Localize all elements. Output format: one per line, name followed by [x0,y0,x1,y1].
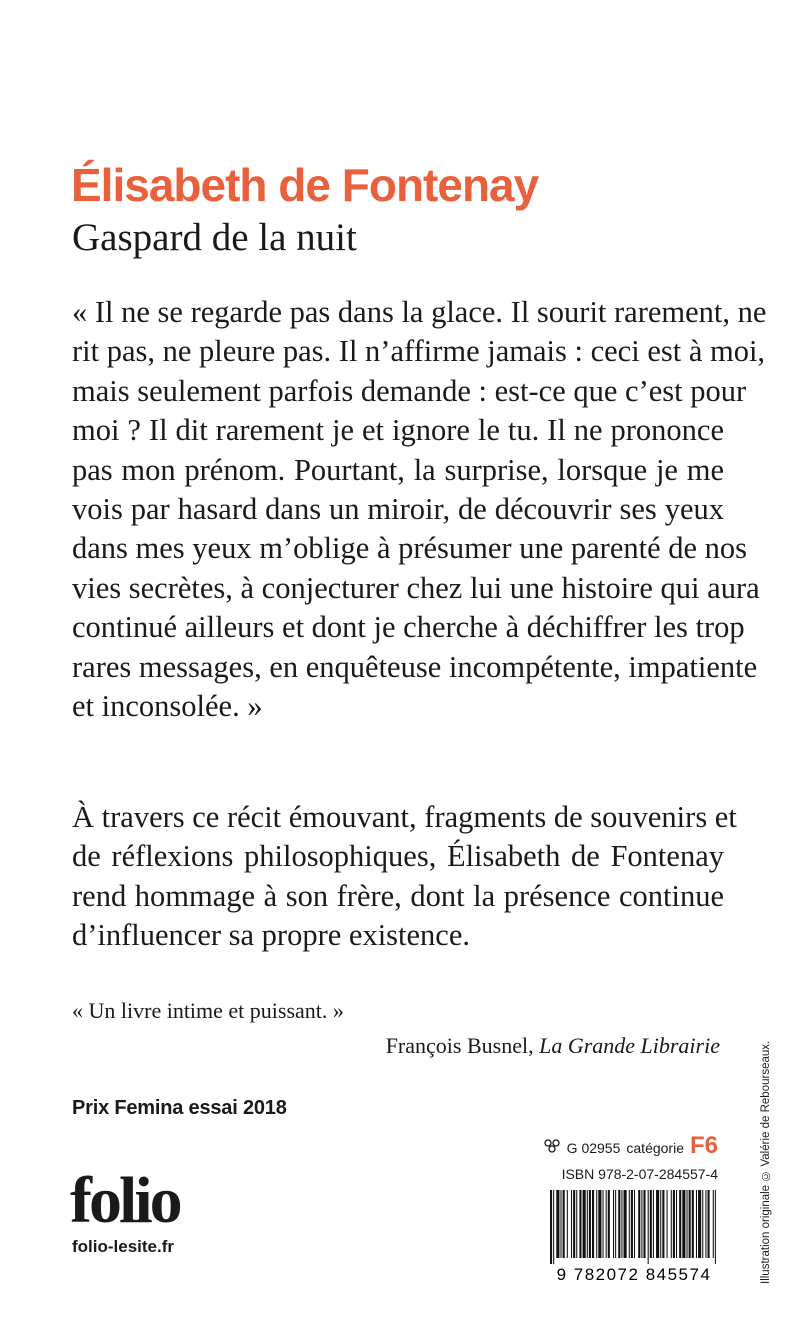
barcode-bar [660,1190,661,1258]
barcode-bar [592,1190,594,1258]
barcode-bar [567,1190,568,1258]
summary-line: rend hommage à son frère, dont la présence continue [72,878,724,913]
isbn-label: ISBN 978-2-07-284557-4 [561,1166,718,1182]
barcode-bar [715,1190,716,1264]
barcode-bar [641,1190,642,1258]
publisher-logo: folio [70,1164,180,1237]
illustration-credit: Illustration originale © Valérie de Rebourseaux. [760,1040,772,1284]
barcode-bar [618,1190,620,1258]
barcode-bar [679,1190,681,1258]
review-source: La Grande Librairie [539,1033,720,1058]
recycle-icon [543,1139,561,1153]
barcode-bar [708,1190,710,1258]
barcode-bar [550,1190,552,1264]
barcode-bar [596,1190,597,1258]
barcode-bar [667,1190,668,1258]
excerpt-quote [72,293,767,726]
summary-line: d’influencer sa propre existence. [72,918,471,953]
barcode-bar [624,1190,627,1258]
barcode-bar [606,1190,607,1258]
barcode-bar [643,1190,645,1258]
barcode-bar [613,1190,614,1258]
barcode-bar [589,1190,591,1258]
excerpt-line: dans mes yeux m’oblige à présumer une parenté de nos [72,531,748,566]
excerpt-line: moi ? Il dit rarement je et ignore le tu. Il ne prononce [72,413,724,448]
barcode-bar [671,1190,672,1258]
barcode-bar [682,1190,685,1258]
barcode-bar [650,1190,652,1258]
barcode-bar [702,1190,703,1258]
barcode-bar [603,1190,604,1258]
barcode-bar [705,1190,706,1258]
barcode-bar [561,1190,562,1258]
barcode-bar [629,1190,630,1258]
excerpt-line: continué ailleurs et dont je cherche à déchiffrer les trop [72,610,745,645]
barcode-bar [631,1190,633,1258]
review-quote: « Un livre intime et puissant. » [72,998,344,1023]
barcode-digits: 9 782072 845574 [556,1265,712,1284]
barcode-bar [553,1190,554,1264]
excerpt-line: « Il ne se regarde pas dans la glace. Il sourit rarement, ne [72,295,767,329]
barcode-bar [653,1190,654,1258]
barcode-bar [638,1190,640,1258]
barcode-bar [608,1190,610,1258]
excerpt-line: vois par hasard dans un miroir, de découvrir ses yeux [72,492,724,527]
excerpt-line: et inconsolée. » [72,689,263,724]
barcode-bar [662,1190,664,1258]
barcode-bar [696,1190,697,1258]
barcode-bar [571,1190,572,1258]
review-attribution [386,1033,720,1059]
excerpt-line: pas mon prénom. Pourtant, la surprise, lorsque je me [72,452,724,487]
category-label: catégorie [626,1140,684,1156]
excerpt-line: mais seulement parfois demande : est-ce que c’est pour [72,373,747,408]
barcode-bar [689,1190,691,1258]
barcode-bar [634,1190,635,1258]
barcode-bar [573,1190,575,1258]
price-category: F6 [689,1132,718,1159]
barcode-bar [598,1190,601,1258]
summary-line: de réflexions philosophiques, Élisabeth de Fontenay [72,839,724,874]
catalog-code: G 02955 [566,1140,621,1156]
barcode-bar [656,1190,659,1258]
website-link[interactable]: folio-lesite.fr [72,1237,175,1256]
barcode-bar [713,1190,714,1258]
barcode-bar [692,1190,694,1258]
summary-line: À travers ce récit émouvant, fragments de souvenirs et [72,800,737,834]
summary-paragraph [72,798,737,956]
review-author: François Busnel, [385,1033,540,1058]
barcode-bar [648,1190,649,1264]
excerpt-line: rit pas, ne pleure pas. Il n’affirme jamais : ceci est à moi, [72,334,766,369]
prize-label: Prix Femina essai 2018 [72,1097,287,1119]
barcode-bar [587,1190,588,1258]
barcode-bar [576,1190,577,1258]
barcode-bar [579,1190,581,1258]
author-name: Élisabeth de Fontenay [71,159,539,211]
excerpt-line: rares messages, en enquêteuse incompétente, impatiente [72,649,758,684]
barcode-bar [687,1190,688,1258]
barcode-bar [583,1190,586,1258]
barcode [548,1190,720,1284]
book-title: Gaspard de la nuit [72,216,357,259]
barcode-bar [615,1190,616,1258]
barcode-bar [621,1190,622,1258]
barcode-bar [563,1190,565,1258]
catalog-code-row [543,1132,718,1160]
barcode-bar [698,1190,701,1258]
barcode-bar [673,1190,675,1258]
barcode-bar [676,1190,677,1258]
barcode-bar [556,1190,559,1258]
excerpt-line: vies secrètes, à conjecturer chez lui une histoire qui aura [72,570,760,605]
